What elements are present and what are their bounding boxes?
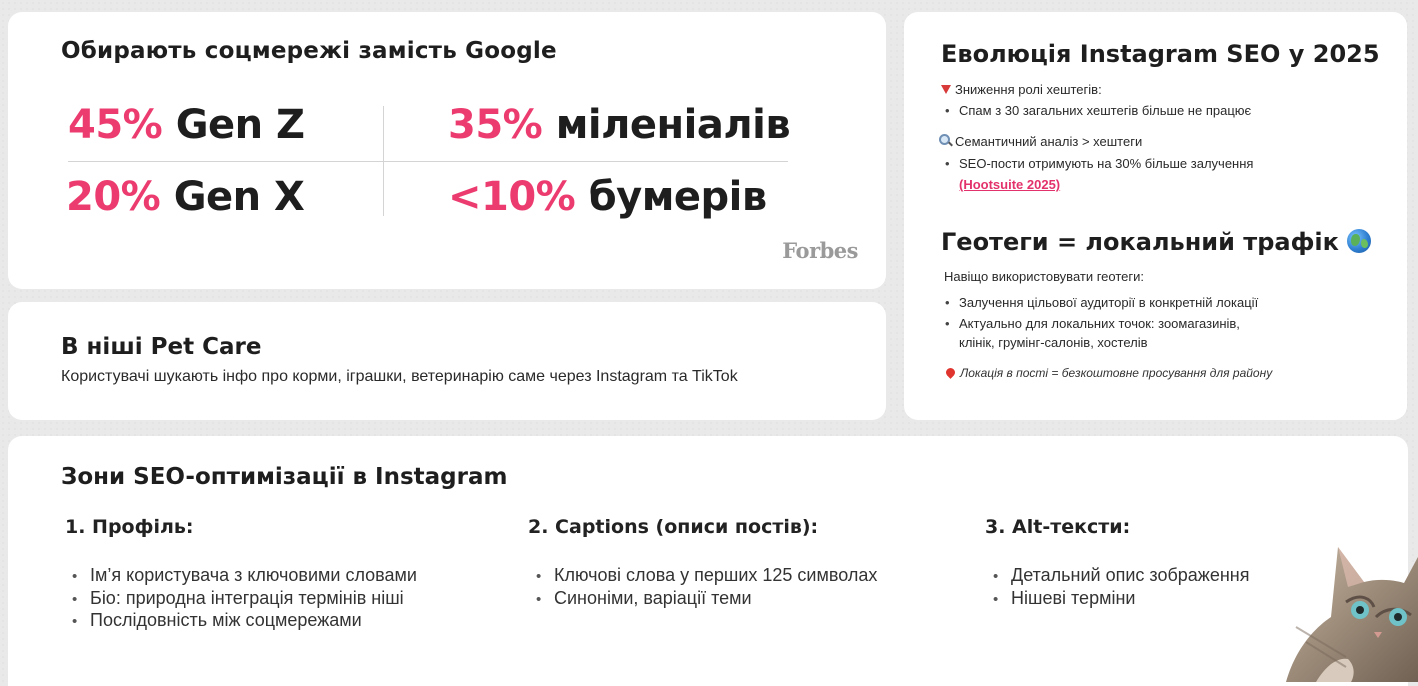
- pet-care-card: [8, 302, 886, 420]
- stats-title: Обирають соцмережі замість Google: [61, 38, 557, 64]
- list-item-text: Нішеві терміни: [1011, 587, 1136, 608]
- kitten-image: [1276, 507, 1418, 682]
- stat-percent: 20%: [66, 174, 161, 220]
- bullet-icon: •: [536, 568, 542, 585]
- bullet-text: Актуально для локальних точок: зоомагазинів,: [959, 316, 1240, 331]
- list-item: [993, 587, 1249, 610]
- zone-profile-title: 1. Профіль:: [65, 516, 194, 538]
- bullet-icon: •: [945, 103, 950, 118]
- bullet-icon: •: [945, 316, 950, 331]
- geotags-bullet: [945, 295, 1258, 310]
- stat-percent: <10%: [448, 174, 576, 220]
- pet-care-text: Користувачі шукають інфо про корми, іграшки, ветеринарію саме через Instagram та TikTok: [61, 368, 738, 385]
- hashtag-decline-bullet: [945, 103, 1251, 118]
- semantic-analysis-text: Семантичний аналіз > хештеги: [955, 134, 1143, 149]
- bullet-text: Спам з 30 загальних хештегів більше не працює: [959, 103, 1252, 118]
- list-item-text: Ім’я користувача з ключовими словами: [90, 565, 417, 585]
- location-note: [944, 366, 1272, 380]
- geotags-title-text: Геотеги = локальний трафік: [941, 228, 1339, 256]
- geotags-bullet: [945, 316, 1240, 331]
- list-item-text: Біо: природна інтеграція термінів ніші: [90, 587, 404, 608]
- bullet-icon: •: [536, 590, 542, 608]
- stat-group: міленіалів: [555, 102, 791, 148]
- list-item: [993, 564, 1249, 587]
- list-item-text: Ключові слова у перших 125 символах: [554, 565, 878, 585]
- list-item: [536, 587, 877, 610]
- location-note-text: Локація в пості = безкоштовне просування для району: [960, 366, 1273, 380]
- geotags-bullet-continuation: клінік, грумінг-салонів, хостелів: [959, 335, 1148, 350]
- pet-care-title: В ніші Pet Care: [61, 334, 262, 360]
- horizontal-divider: [68, 161, 788, 162]
- bullet-icon: •: [945, 156, 950, 171]
- stat-group: Gen Z: [175, 102, 305, 148]
- magnifier-icon: [939, 134, 953, 148]
- seo-posts-bullet: [945, 156, 1253, 171]
- down-triangle-icon: [941, 85, 951, 94]
- list-item: [536, 564, 877, 587]
- pin-icon: [944, 366, 957, 379]
- list-item: [72, 564, 417, 587]
- stat-boomers: [448, 174, 767, 220]
- list-item: [72, 609, 417, 632]
- stat-gen-z: [68, 102, 305, 148]
- evolution-title: Еволюція Instagram SEO у 2025: [941, 40, 1380, 68]
- hashtag-decline-text: Зниження ролі хештегів:: [955, 82, 1102, 97]
- list-item: [72, 587, 417, 610]
- stat-gen-x: [66, 174, 304, 220]
- bullet-icon: •: [993, 590, 999, 608]
- list-item-text: Послідовність між соцмережами: [90, 610, 362, 630]
- social-search-stats-card: [8, 12, 886, 289]
- bullet-icon: •: [993, 568, 999, 585]
- bullet-icon: •: [72, 613, 78, 630]
- bullet-icon: •: [72, 590, 78, 608]
- globe-icon: [1347, 229, 1371, 253]
- hootsuite-source: [959, 177, 1060, 192]
- stat-percent: 35%: [448, 102, 543, 148]
- stat-percent: 45%: [68, 102, 163, 148]
- geotags-title: [941, 228, 1371, 256]
- bullet-text: Залучення цільової аудиторії в конкретній локації: [959, 295, 1259, 310]
- instagram-seo-evolution-card: [904, 12, 1407, 420]
- forbes-logo: Forbes: [782, 238, 858, 263]
- bullet-icon: •: [72, 568, 78, 585]
- zone-captions-title: 2. Captions (описи постів):: [528, 516, 819, 538]
- hootsuite-link[interactable]: (Hootsuite 2025): [959, 177, 1061, 192]
- list-item-text: Синоніми, варіації теми: [554, 587, 752, 608]
- stat-millennials: [448, 102, 790, 148]
- zone-captions-list: [536, 564, 877, 609]
- zone-alt-text-title: 3. Alt-тексти:: [985, 516, 1131, 538]
- bullet-text: SEO-пости отримують на 30% більше залучення: [959, 156, 1254, 171]
- semantic-analysis-heading: [939, 134, 1142, 149]
- bullet-icon: •: [945, 295, 950, 310]
- zone-alt-text-list: [993, 564, 1249, 609]
- seo-zones-card: [8, 436, 1408, 686]
- stat-group: Gen X: [173, 174, 305, 220]
- hashtag-decline-heading: [941, 82, 1102, 97]
- list-item-text: Детальний опис зображення: [1011, 565, 1250, 585]
- stat-group: бумерів: [588, 174, 767, 220]
- zone-profile-list: [72, 564, 417, 632]
- zones-title: Зони SEO-оптимізації в Instagram: [61, 464, 508, 490]
- geotags-intro: Навіщо використовувати геотеги:: [944, 269, 1145, 284]
